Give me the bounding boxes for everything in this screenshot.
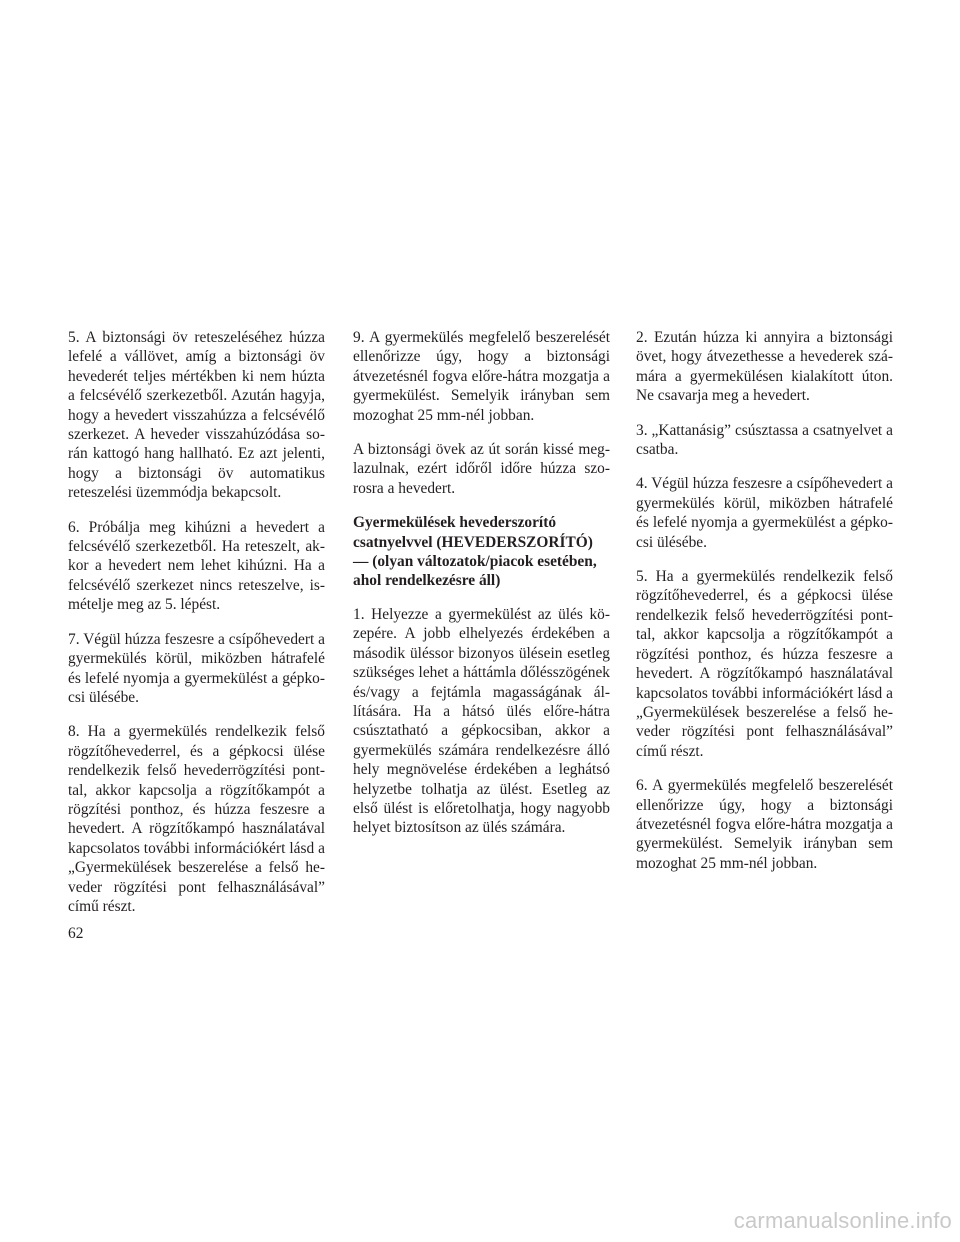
- step-paragraph: 9. A gyermekülés megfelelő beszerelését ellenőrizze úgy, hogy a biztonsági átvezetésnél fogva előre-hátra mozgatja a gyermekülést. Semelyik irányban sem mozoghat 25 mm-nél jobban.: [353, 329, 610, 424]
- step-paragraph: 5. Ha a gyermekülés rendelkezik felső rögzítőhevederrel, és a gépkocsi ülése rendelkezik felső hevederrögzítési ponttal, akkor kapcsolja a rögzítőkampót a rögzítési ponthoz, és húzza feszesre a hevedert. A rögzítőkampó használatával kapcsolatos további információkért lásd a „Gyermekülések beszerelése a felső heveder rögzítési pont felhasználásával” című részt.: [636, 568, 893, 760]
- step-paragraph: 2. Ezután húzza ki annyira a biztonsági övet, hogy átvezethesse a hevederek számára a gyermekülésen kialakított úton. Ne csavarja meg a hevedert.: [636, 329, 893, 405]
- watermark: carmanualsonline.info: [733, 1208, 952, 1233]
- step-paragraph: 5. A biztonsági öv reteszeléséhez húzza lefelé a vállövet, amíg a biztonsági öv hevederét teljes mértékben ki nem húzta a felcsévélő szerkezetből. Azután hagyja, hogy a hevedert visszahúzza a felcsévélő szerkezet. A heveder visszahúzódása során kattogó hang hallható. Ez azt jelenti, hogy a biztonsági öv automatikus reteszelési üzemmódja bekapcsolt.: [68, 329, 325, 502]
- step-paragraph: 6. Próbálja meg kihúzni a hevedert a felcsévélő szerkezetből. Ha reteszelt, akkor a hevedert nem lehet kihúzni. Ha a felcsévélő szerkezet nincs reteszelve, ismételje meg az 5. lépést.: [68, 518, 325, 614]
- body-paragraph: A biztonsági övek az út során kissé meglazulnak, ezért időről időre húzza szorosra a hevedert.: [353, 441, 610, 497]
- step-paragraph: 3. „Kattanásig” csúsztassa a csatnyelvet a csatba.: [636, 421, 893, 459]
- step-paragraph: 1. Helyezze a gyermekülést az ülés közepére. A jobb elhelyezés érdekében a második üléssor bizonyos ülésein esetleg szükséges lehet a háttámla dőlésszögének és/vagy a fejtámla magasságának állítására. Ha a hátsó ülés előre-hátra csúsztatható a gépkocsiban, akkor a gyermekülés számára rendelkezésre álló hely megnövelése érdekében a leghátsó helyzetbe tolhatja az ülést. Esetleg az első ülést is előretolhatja, hogy nagyobb helyet biztosítson az ülés számára.: [353, 605, 610, 837]
- step-paragraph: 7. Végül húzza feszesre a csípőhevedert a gyermekülés körül, miközben hátrafelé és lefelé nyomja a gyermekülést a gépkocsi ülésébe.: [68, 630, 325, 706]
- step-paragraph: 8. Ha a gyermekülés rendelkezik felső rögzítőhevederrel, és a gépkocsi ülése rendelkezik felső hevederrögzítési ponttal, akkor kapcsolja a rögzítőkampót a rögzítési ponthoz, és húzza feszesre a hevedert. A rögzítőkampó használatával kapcsolatos további információkért lásd a „Gyermekülések beszerelése a felső heveder rögzítési pont felhasználásával” című részt.: [68, 723, 325, 915]
- step-paragraph: 4. Végül húzza feszesre a csípőhevedert a gyermekülés körül, miközben hátrafelé és lefelé nyomja a gyermekülést a gépkocsi ülésébe.: [636, 475, 893, 551]
- step-paragraph: 6. A gyermekülés megfelelő beszerelését ellenőrizze úgy, hogy a biztonsági átvezetésnél fogva előre-hátra mozgatja a gyermekülést. Semelyik irányban sem mozoghat 25 mm-nél jobban.: [636, 777, 893, 872]
- text-column-left: [68, 328, 325, 931]
- text-column-middle: [353, 328, 610, 853]
- section-heading: Gyermekülések hevederszorító csatnyelvvel (HEVEDERSZORÍTÓ) — (olyan változatok/piacok esetében, ahol rendelkezésre áll): [353, 514, 597, 590]
- text-column-right: [636, 328, 893, 888]
- page-number: 62: [68, 925, 84, 942]
